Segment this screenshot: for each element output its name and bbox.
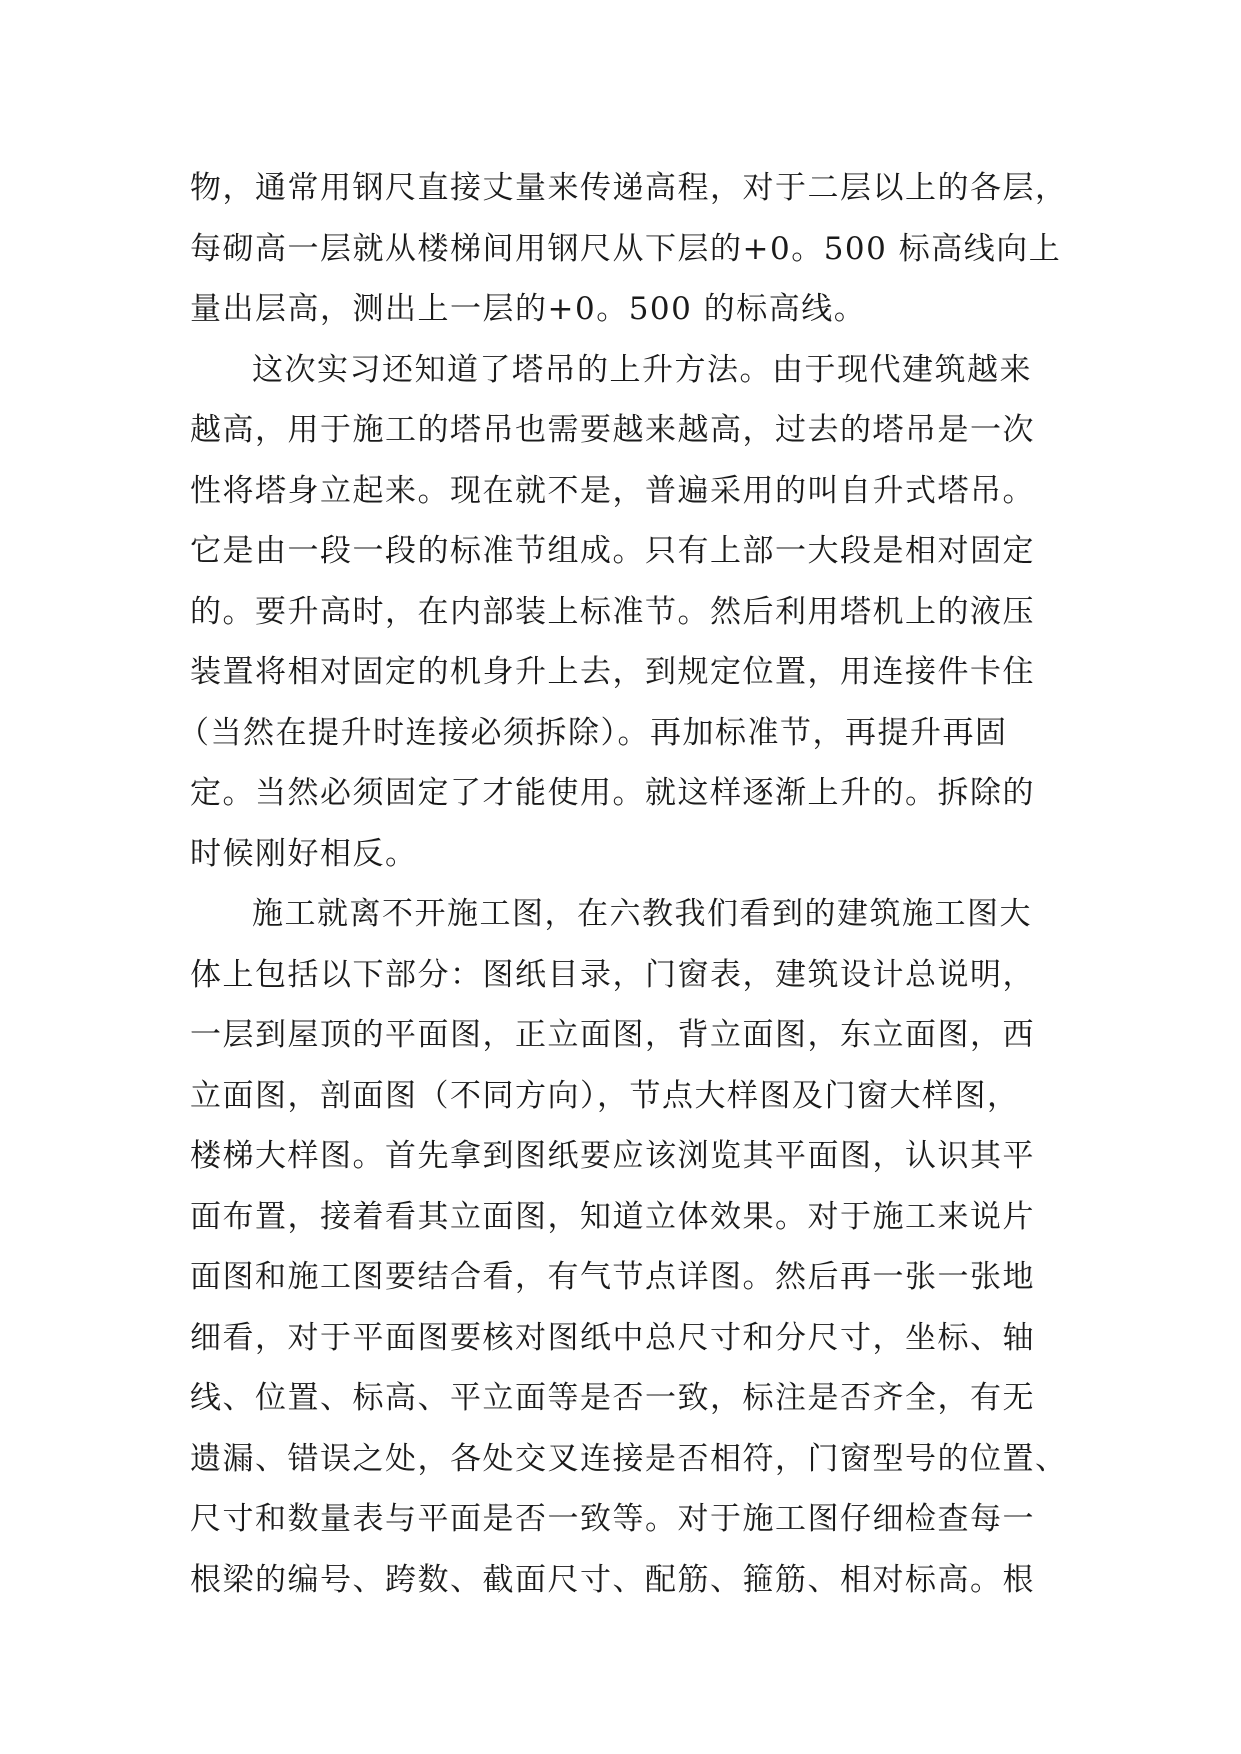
text-line: 面图和施工图要结合看，有气节点详图。然后再一张一张地 (190, 1259, 1035, 1295)
text-line: 尺寸和数量表与平面是否一致等。对于施工图仔细检查每一 (190, 1501, 1035, 1537)
text-line: 立面图，剖面图（不同方向），节点大样图及门窗大样图， (190, 1077, 1020, 1114)
text-line: 定。当然必须固定了才能使用。就这样逐渐上升的。拆除的 (190, 775, 1035, 811)
text-line: 性将塔身立起来。现在就不是，普遍采用的叫自升式塔吊。 (190, 472, 1035, 509)
body-text (178, 158, 1068, 1610)
text-line: 时候刚好相反。 (190, 835, 418, 872)
text-line: 越高，用于施工的塔吊也需要越来越高，过去的塔吊是一次 (190, 412, 1035, 448)
text-line: 线、位置、标高、平立面等是否一致，标注是否齐全，有无 (190, 1380, 1035, 1416)
text-line: 量出层高，测出上一层的+0。500 的标高线。 (190, 291, 867, 327)
text-line: 每砌高一层就从楼梯间用钢尺从下层的+0。500 标高线向上 (190, 230, 1062, 267)
text-line: 它是由一段一段的标准节组成。只有上部一大段是相对固定 (190, 533, 1035, 569)
text-line: 一层到屋顶的平面图，正立面图，背立面图，东立面图，西 (190, 1017, 1035, 1053)
text-line: 装置将相对固定的机身升上去，到规定位置，用连接件卡住 (190, 654, 1035, 690)
text-line: 体上包括以下部分：图纸目录，门窗表，建筑设计总说明， (190, 956, 1035, 993)
text-line: 遗漏、错误之处，各处交叉连接是否相符，门窗型号的位置、 (190, 1440, 1068, 1477)
paragraph-start-line: 这次实习还知道了塔吊的上升方法。由于现代建筑越来 (252, 351, 1032, 388)
text-line: 面布置，接着看其立面图，知道立体效果。对于施工来说片 (190, 1198, 1035, 1235)
paragraph-start-line: 施工就离不开施工图，在六教我们看到的建筑施工图大 (252, 896, 1032, 932)
text-line: 物，通常用钢尺直接丈量来传递高程，对于二层以上的各层， (190, 170, 1068, 206)
text-line: 根梁的编号、跨数、截面尺寸、配筋、箍筋、相对标高。根 (190, 1561, 1035, 1598)
text-line: 楼梯大样图。首先拿到图纸要应该浏览其平面图，认识其平 (190, 1138, 1035, 1174)
text-line: （当然在提升时连接必须拆除）。再加标准节，再提升再固 (178, 714, 1008, 751)
text-line: 的。要升高时，在内部装上标准节。然后利用塔机上的液压 (190, 593, 1035, 630)
text-line: 细看，对于平面图要核对图纸中总尺寸和分尺寸，坐标、轴 (190, 1319, 1035, 1356)
